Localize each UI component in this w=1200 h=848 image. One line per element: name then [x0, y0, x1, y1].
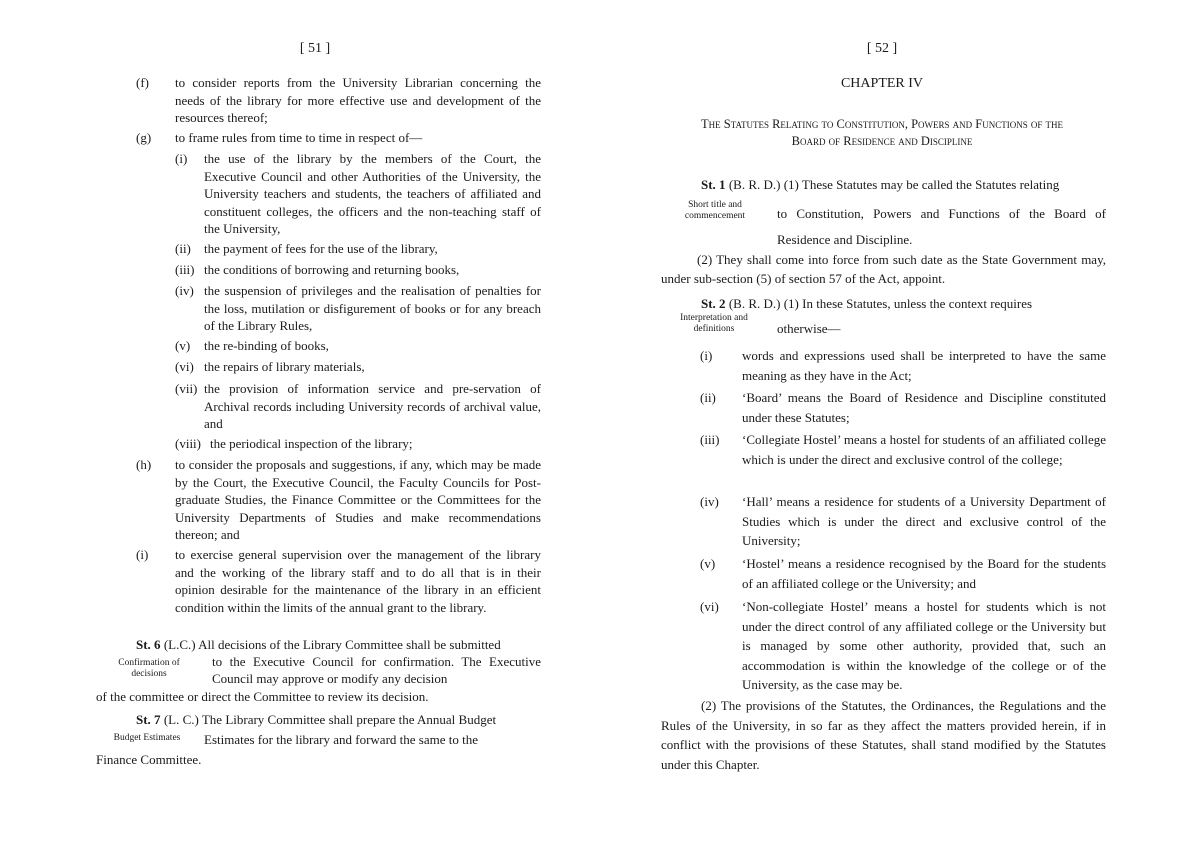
clause-label: (f) [136, 75, 149, 90]
clause-text: to consider reports from the University Librarian concerning the needs of the library for more effective use and development of the resources thereof; [175, 75, 541, 125]
statute-first-line [136, 711, 541, 728]
statute-number: St. 1 [701, 177, 726, 192]
chapter-title: CHAPTER IV [840, 76, 924, 91]
definition-label: (iv) [700, 494, 719, 509]
clause-text: to consider the proposals and suggestions, if any, which may be made by the Court, the Executive Council, the Faculty Councils for Post-graduate Studies, the Finance Committee or the Committees for the University Departments of Studies and make recommendations thereon; and [175, 457, 541, 542]
definition-text: ‘Non-collegiate Hostel’ means a hostel for students which is not under the direct control of any affiliated college or the University but is managed by some other authority, provided that, such an accommodation is within the knowledge of the college or of the University, as the case may be. [742, 599, 1106, 692]
subsection-2 [661, 250, 1106, 288]
subclause-label: (iv) [175, 283, 194, 298]
subclause-text: the provision of information service and pre-servation of Archival records including University records of archival value, and [204, 381, 541, 431]
statute-number: St. 2 [701, 296, 726, 311]
subclause-text: the conditions of borrowing and returning books, [204, 262, 460, 277]
chapter-heading-line2: Board of Residence and Discipline [791, 134, 973, 148]
statute-number: St. 7 [136, 712, 161, 727]
marginal-note: Budget Estimates [113, 733, 181, 743]
statute-ref: (B. R. D.) [728, 296, 781, 311]
definition-text: ‘Hall’ means a residence for students of a University Department of Studies which is under the direct and exclusive control of the University; [742, 494, 1106, 548]
statute-text: All decisions of the Library Committee shall be submitted [198, 637, 501, 652]
marginal-note: Interpretation and definitions [680, 313, 748, 334]
subsection-text: (2) They shall come into force from such date as the State Government may, under sub-section (5) of section 57 of the Act, appoint. [661, 252, 1106, 286]
statute-number: St. 6 [136, 637, 161, 652]
clause-label: (i) [136, 547, 149, 562]
clause-text: to frame rules from time to time in respect of— [175, 130, 423, 145]
chapter-heading-line1: The Statutes Relating to Constitution, Powers and Functions of the [700, 117, 1063, 131]
subclause-text: the payment of fees for the use of the library, [204, 241, 438, 256]
subclause-label: (viii) [175, 436, 201, 451]
definition-label: (iii) [700, 432, 720, 447]
statute-ref: (L.C.) [163, 637, 196, 652]
statute-first-line [701, 175, 1106, 194]
marginal-note: Short title and commencement [684, 200, 746, 221]
definition-text: ‘Hostel’ means a residence recognised by the Board for the students of an affiliated college or the University; and [742, 556, 1106, 591]
statute-first-line [136, 636, 541, 653]
subclause-label: (i) [175, 151, 188, 166]
statute-ref: (L. C.) [163, 712, 199, 727]
statute-first-line [701, 294, 1106, 313]
definition-text: ‘Collegiate Hostel’ means a hostel for students of an affiliated college which is under the direct and exclusive control of the college; [742, 432, 1106, 467]
subclause-label: (iii) [175, 262, 195, 277]
definition-label: (i) [700, 348, 713, 363]
subclause-label: (v) [175, 338, 191, 353]
statute-text: of the committee or direct the Committee to review its decision. [96, 689, 429, 704]
subclause-text: the periodical inspection of the library; [210, 436, 413, 451]
definition-label: (v) [700, 556, 716, 571]
subclause-text: the re-binding of books, [204, 338, 329, 353]
definition-label: (vi) [700, 599, 719, 614]
statute-ref: (B. R. D.) [728, 177, 781, 192]
statute-text: to the Executive Council for confirmation. The Executive Council may approve or modify any decision [212, 654, 541, 686]
clause-text: to exercise general supervision over the management of the library and the working of the library staff and to do all that is in their opinion desirable for the maintenance of the library in an efficient condition within the limits of the annual grant to the library. [175, 547, 541, 615]
page-number: [ 52 ] [866, 41, 898, 56]
definition-text: words and expressions used shall be interpreted to have the same meaning as they have in the Act; [742, 348, 1106, 383]
right-page [600, 0, 1200, 848]
subclause-label: (ii) [175, 241, 191, 256]
marginal-note: Confirmation of decisions [118, 658, 180, 679]
closing-text: (2) The provisions of the Statutes, the Ordinances, the Regulations and the Rules of the University, in so far as they affect the matters provided herein, if in conflict with the provisions of these Statutes, shall stand modified by the Statutes under this Chapter. [661, 698, 1106, 772]
statute-text: Estimates for the library and forward the same to the [204, 732, 478, 747]
subclause-text: the suspension of privileges and the realisation of penalties for the loss, mutilation or disfigurement of books or for any breach of the Library Rules, [204, 283, 541, 333]
subclause-text: the use of the library by the members of the Court, the Executive Council and other Authorities of the University, the University teachers and students, the teachers of affiliated and constituent colleges, the officers and the non-teaching staff of the University, [204, 151, 541, 236]
statute-text: Finance Committee. [96, 752, 202, 767]
statute-text: (1) These Statutes may be called the Statutes relating [783, 177, 1060, 192]
clause-label: (g) [136, 130, 152, 145]
page-number: [ 51 ] [299, 41, 331, 56]
definition-label: (ii) [700, 390, 716, 405]
subclause-text: the repairs of library materials, [204, 359, 365, 374]
clause-label: (h) [136, 457, 152, 472]
definition-text: ‘Board’ means the Board of Residence and Discipline constituted under these Statutes; [742, 390, 1106, 425]
statute-text: otherwise— [777, 321, 841, 336]
subclause-label: (vii) [175, 381, 198, 396]
statute-text: The Library Committee shall prepare the Annual Budget [201, 712, 497, 727]
statute-text: (1) In these Statutes, unless the context requires [783, 296, 1033, 311]
subclause-label: (vi) [175, 359, 194, 374]
closing-paragraph [661, 696, 1106, 774]
statute-text: to Constitution, Powers and Functions of the Board of Residence and Discipline. [777, 206, 1106, 247]
